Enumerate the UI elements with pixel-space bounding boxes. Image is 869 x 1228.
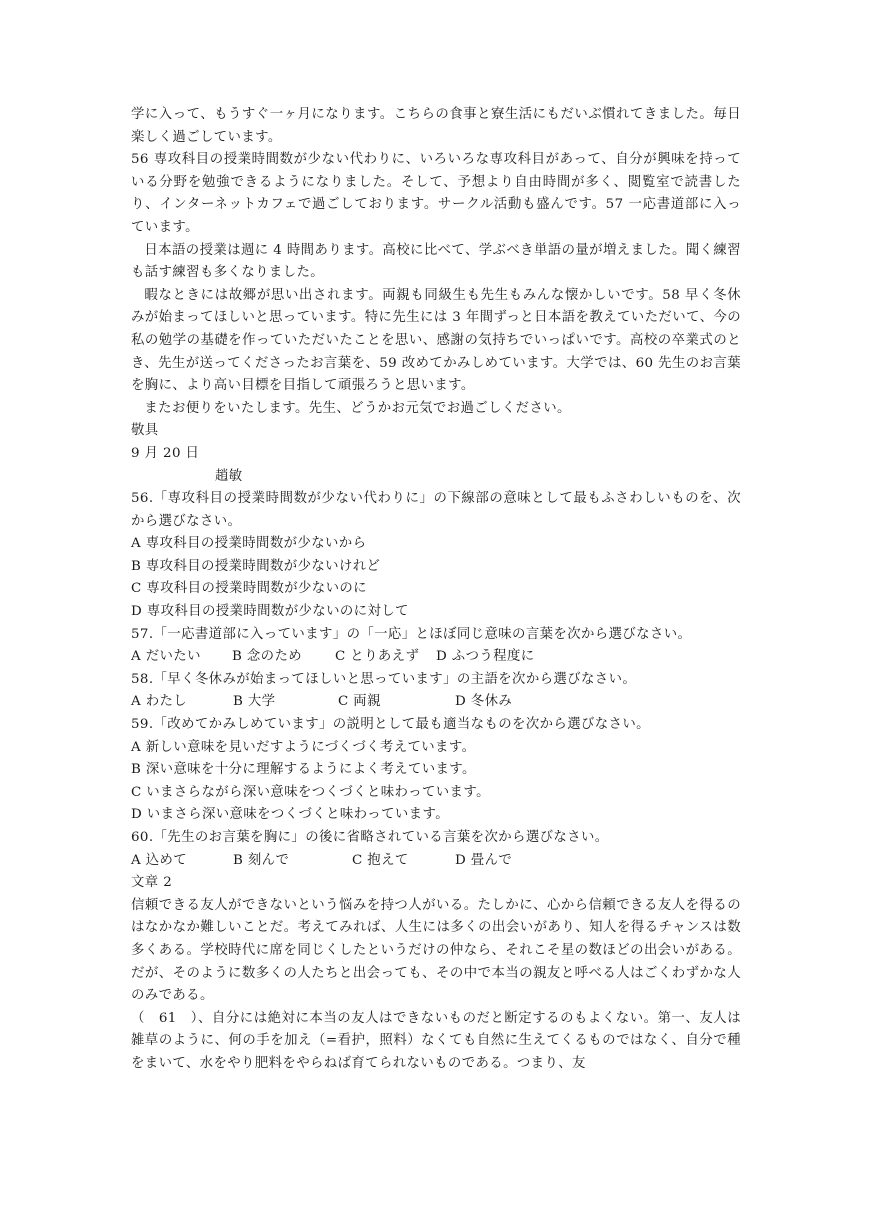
question-60-option-a: A 込めて	[131, 852, 188, 868]
question-60-stem: 60.「先生のお言葉を胸に」の後に省略されている言葉を次から選びなさい。	[131, 830, 609, 845]
question-59-option-a: A 新しい意味を見いだすようにづくづく考えています。	[131, 739, 476, 755]
document-page	[131, 104, 741, 1076]
question-57-option-a: A だいたい	[131, 649, 201, 665]
question-58-option-b: B 大学	[233, 694, 276, 710]
question-57-options	[131, 646, 741, 669]
letter-paragraph-1: 学に入って、もうすぐ一ヶ月になります。こちらの食事と寮生活にもだいぶ慣れてきました。毎日楽しく過ごしています。	[131, 107, 741, 145]
question-60-option-b: B 刻んで	[233, 852, 290, 868]
question-56-option-c: C 専攻科目の授業時間数が少ないのに	[131, 581, 367, 597]
letter-paragraph-5: またお便りをいたします。先生、どうかお元気でお過ごしください。	[144, 400, 571, 416]
question-58-option-d: D 冬休み	[455, 694, 513, 710]
question-59-stem: 59.「改めてかみしめています」の説明として最も適当なものを次から選びなさい。	[131, 717, 650, 733]
letter-closing: 敬具	[131, 423, 159, 439]
question-56-option-d: D 専攻科目の授業時間数が少ないのに対して	[131, 604, 409, 620]
passage-2-paragraph-1: 信頼できる友人ができないという悩みを持つ人がいる。たしかに、心から信頼できる友人を得るのはなかなか難しいことだ。考えてみれば、人生には多くの出会いがあり、知人を得るチャンスは数多くある。学校時代に席を同じくしたというだけの仲なら、それこそ星の数ほどの出会いがある。だが、そのように数多くの人たちと出会っても、その中で本当の親友と呼べる人はごくわずかな人のみである。	[131, 897, 741, 1004]
question-57-stem: 57.「一応書道部に入っています」の「一応」とほぼ同じ意味の言葉を次から選びなさい。	[131, 626, 692, 642]
question-56-option-b: B 専攻科目の授業時間数が少ないけれど	[131, 558, 381, 574]
question-58-option-a: A わたし	[131, 694, 188, 710]
question-57-option-c: C とりあえず	[335, 649, 420, 665]
question-58-option-c: C 両親	[338, 694, 381, 710]
question-58-stem: 58.「早く冬休みが始まってほしいと思っています」の主語を次から選びなさい。	[131, 671, 637, 687]
question-57-option-b: B 念のため	[232, 649, 303, 665]
letter-paragraph-3: 日本語の授業は週に 4 時間あります。高校に比べて、学ぶべき単語の量が増えました。聞く練習も話す練習も多くなりました。	[131, 242, 741, 281]
question-56-stem: 56.「専攻科目の授業時間数が少ない代わりに」の下線部の意味として最もふさわしいものを、次から選びなさい。	[131, 491, 741, 529]
letter-signature: 趙敏	[215, 468, 243, 484]
question-58-options	[131, 691, 741, 714]
question-59-option-d: D いまさら深い意味をつくづくと味わっています。	[131, 807, 449, 823]
letter-date: 9 月 20 日	[131, 445, 200, 461]
question-60-options	[131, 850, 741, 873]
question-56-option-a: A 専攻科目の授業時間数が少ないから	[131, 536, 367, 552]
letter-paragraph-2: 56 専攻科目の授業時間数が少ない代わりに、いろいろな専攻科目があって、自分が興味を持っている分野を勉強できるようになりました。そして、予想より自由時間が多く、閲覧室で読書したり、インターネットカフェで過ごしております。サークル活動も盛んです。57 一応書道部に入っています。	[131, 152, 741, 235]
question-59-option-c: C いまさらながら深い意味をつくづくと味わっています。	[131, 784, 490, 800]
question-60-option-c: C 抱えて	[352, 852, 409, 868]
question-60-option-d: D 畳んで	[455, 852, 513, 868]
question-59-option-b: B 深い意味を十分に理解するようによく考えています。	[131, 762, 476, 778]
passage-2-paragraph-2: （ 61 ）、自分には絶対に本当の友人はできないものだと断定するのもよくない。第一、友人は雑草のように、何の手を加え（=看护，照料）なくても自然に生えてくるものではなく、自分で種をまいて、水をやり肥料をやらねば育てられないものである。つまり、友	[131, 1010, 741, 1071]
question-57-option-d: D ふつう程度に	[436, 649, 535, 665]
passage-2-title: 文章 2	[131, 875, 173, 891]
letter-paragraph-4: 暇なときには故郷が思い出されます。両親も同級生も先生もみんな懐かしいです。58 早く冬休みが始まってほしいと思っています。特に先生には 3 年間ずっと日本語を教えていただいて、今の私の勉学の基礎を作っていただいたことを思い、感謝の気持ちでいっぱいです。高校の卒業式のとき、先生が送ってくださったお言葉を、59 改めてかみしめています。大学では、60 先生のお言葉を胸に、より高い目標を目指して頑張ろうと思います。	[131, 287, 741, 394]
